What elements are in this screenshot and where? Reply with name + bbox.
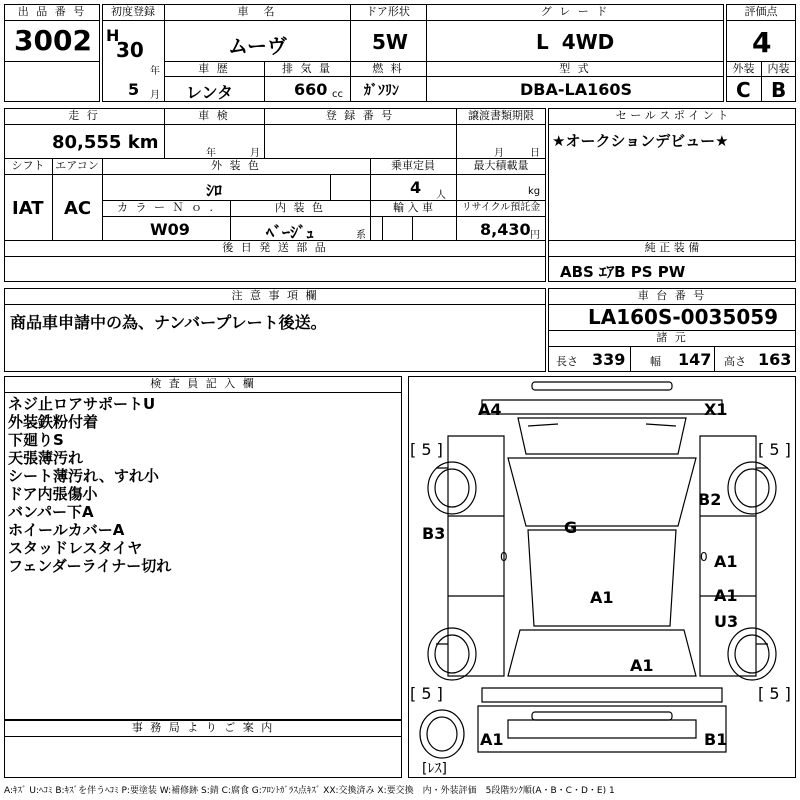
- load-label: 最大積載量: [473, 159, 529, 172]
- fuel-label: 燃 料: [372, 62, 404, 75]
- ac-label: エアコン: [55, 159, 99, 172]
- inspector-line: ネジ止ロアサポートU: [8, 395, 156, 413]
- recycle: 8,430: [480, 220, 531, 239]
- displacement: 660: [294, 80, 328, 99]
- damage-mark: B3: [422, 524, 446, 543]
- inspector-line: バンパー下A: [8, 503, 94, 521]
- mileage: 80,555 km: [52, 132, 159, 153]
- lot-label: 出 品 番 号: [17, 5, 87, 18]
- month-unit: 月: [150, 90, 160, 101]
- inspector-line: 外装鉄粉付着: [8, 413, 99, 431]
- salespoint: ★オークションデビュー★: [552, 132, 729, 150]
- tire-tread-left-front: [ 5 ]: [410, 440, 443, 459]
- length-label: 長さ: [556, 355, 578, 368]
- inspection-month-unit: 月: [250, 148, 260, 159]
- height: 163: [758, 350, 792, 369]
- color: ｼﾛ: [206, 181, 223, 200]
- tire-tread-left-rear: [ 5 ]: [410, 684, 443, 703]
- damage-mark: X1: [704, 400, 728, 419]
- interior-grade: B: [771, 78, 787, 102]
- reg-month: 5: [128, 80, 140, 99]
- colorno: W09: [150, 220, 190, 239]
- recycle-label: リサイクル預託金: [461, 202, 541, 213]
- equipment-label: 純 正 装 備: [644, 241, 700, 254]
- ac: AC: [64, 198, 92, 219]
- tire-tread-right-rear: [ 5 ]: [758, 684, 791, 703]
- model-label: 型 式: [559, 62, 591, 75]
- intcolor-unit: 系: [356, 230, 366, 241]
- door-type: 5W: [372, 30, 408, 54]
- color-label: 外 装 色: [211, 159, 261, 172]
- inspector-line: フェンダーライナー切れ: [8, 557, 172, 575]
- history-label: 車 歴: [198, 62, 230, 75]
- exterior-grade: C: [736, 78, 751, 102]
- lot-number: 3002: [14, 24, 92, 57]
- displacement-unit: cc: [332, 89, 343, 100]
- inspection-label: 車 検: [198, 109, 230, 122]
- zero-right: 0: [700, 550, 708, 564]
- displacement-label: 排 気 量: [282, 62, 332, 75]
- capacity-label: 乗車定員: [391, 159, 435, 172]
- inspector-line: 下廻りS: [8, 431, 64, 449]
- notes: 商品車申請中の為、ナンバープレート後送。: [10, 313, 327, 332]
- equipment: ABS ｴｱB PS PW: [560, 263, 686, 281]
- salespoint-label: セ ー ル ス ポ イ ン ト: [615, 109, 729, 122]
- legend: A:ｷｽﾞ U:ﾍｺﾐ B:ｷｽﾞを伴うﾍｺﾐ P:要塗装 W:補修跡 S:錆 C:腐食 G:ﾌﾛﾝﾄｶﾞﾗｽ点ｷｽﾞ XX:交換済み X:要交換 内・外装評価 5段階ﾗﾝｸ順(A・B・C・D・E) 1: [4, 786, 615, 796]
- inspector-label: 検 査 員 記 入 欄: [150, 377, 256, 390]
- colorno-label: カ ラ ー Ｎ ｏ .: [117, 201, 215, 214]
- zero-left: 0: [500, 550, 508, 564]
- year-unit: 年: [150, 66, 160, 77]
- regno-label: 登 録 番 号: [325, 109, 395, 122]
- damage-mark: A1: [480, 730, 504, 749]
- damage-mark: U3: [714, 612, 739, 631]
- grade: L 4WD: [536, 30, 615, 54]
- length: 339: [592, 350, 626, 369]
- car-name: ムーヴ: [228, 34, 287, 58]
- chassis-label: 車 台 番 号: [637, 289, 707, 302]
- inspector-line: ホイールカバーA: [8, 521, 125, 539]
- damage-mark: A1: [590, 588, 614, 607]
- inspector-line: 天張薄汚れ: [8, 449, 84, 467]
- spare-tire-status: [ﾚｽ]: [422, 761, 447, 777]
- history: レンタ: [186, 83, 233, 102]
- damage-mark: A4: [478, 400, 502, 419]
- office-label: 事 務 局 よ り ご 案 内: [131, 721, 275, 734]
- height-label: 高さ: [724, 355, 746, 368]
- interior-label: 内装: [767, 62, 790, 75]
- shift: IAT: [12, 198, 44, 219]
- capacity-unit: 人: [436, 190, 446, 201]
- car-name-label: 車 名: [237, 5, 277, 18]
- transfer-label: 譲渡書類期限: [468, 109, 534, 122]
- score-label: 評価点: [744, 5, 778, 18]
- recycle-unit: 円: [530, 230, 540, 241]
- inspector-line: ドア内張傷小: [8, 485, 98, 503]
- damage-mark: G: [564, 518, 578, 537]
- inspector-line: スタッドレスタイヤ: [8, 539, 143, 557]
- inspection-year-unit: 年: [206, 148, 216, 159]
- intcolor-label: 内 装 色: [275, 201, 325, 214]
- damage-mark: B1: [704, 730, 728, 749]
- damage-mark: B2: [698, 490, 722, 509]
- first-reg-label: 初度登録: [111, 5, 155, 18]
- reg-year: 30: [116, 38, 144, 62]
- intcolor: ﾍﾞｰｼﾞｭ: [266, 223, 315, 242]
- exterior-label: 外装: [732, 62, 755, 75]
- inspector-line: シート薄汚れ、すれ小: [8, 467, 159, 485]
- spec-label: 諸 元: [656, 331, 688, 344]
- grade-label: グ レ ー ド: [540, 5, 610, 18]
- score: 4: [752, 26, 772, 59]
- mileage-label: 走 行: [68, 109, 100, 122]
- car-outline: [408, 376, 796, 778]
- notes-label: 注 意 事 項 欄: [231, 289, 319, 302]
- width: 147: [678, 350, 712, 369]
- door-label: ドア形状: [366, 5, 410, 18]
- model-code: DBA-LA160S: [520, 80, 632, 99]
- delivery-label: 後 日 発 送 部 品: [222, 241, 328, 254]
- transfer-month-unit: 月: [494, 148, 504, 159]
- transfer-day-unit: 日: [530, 148, 540, 159]
- load-unit: kg: [528, 186, 541, 197]
- damage-mark: A1: [714, 586, 738, 605]
- tire-tread-right-front: [ 5 ]: [758, 440, 791, 459]
- damage-mark: A1: [714, 552, 738, 571]
- import-label: 輸 入 車: [393, 201, 433, 214]
- fuel: ｶﾞｿﾘﾝ: [364, 83, 399, 99]
- chassis-number: LA160S-0035059: [588, 305, 779, 329]
- width-label: 幅: [650, 355, 661, 368]
- era: H: [106, 26, 120, 45]
- damage-mark: A1: [630, 656, 654, 675]
- capacity: 4: [410, 178, 422, 197]
- shift-label: シフト: [11, 159, 45, 172]
